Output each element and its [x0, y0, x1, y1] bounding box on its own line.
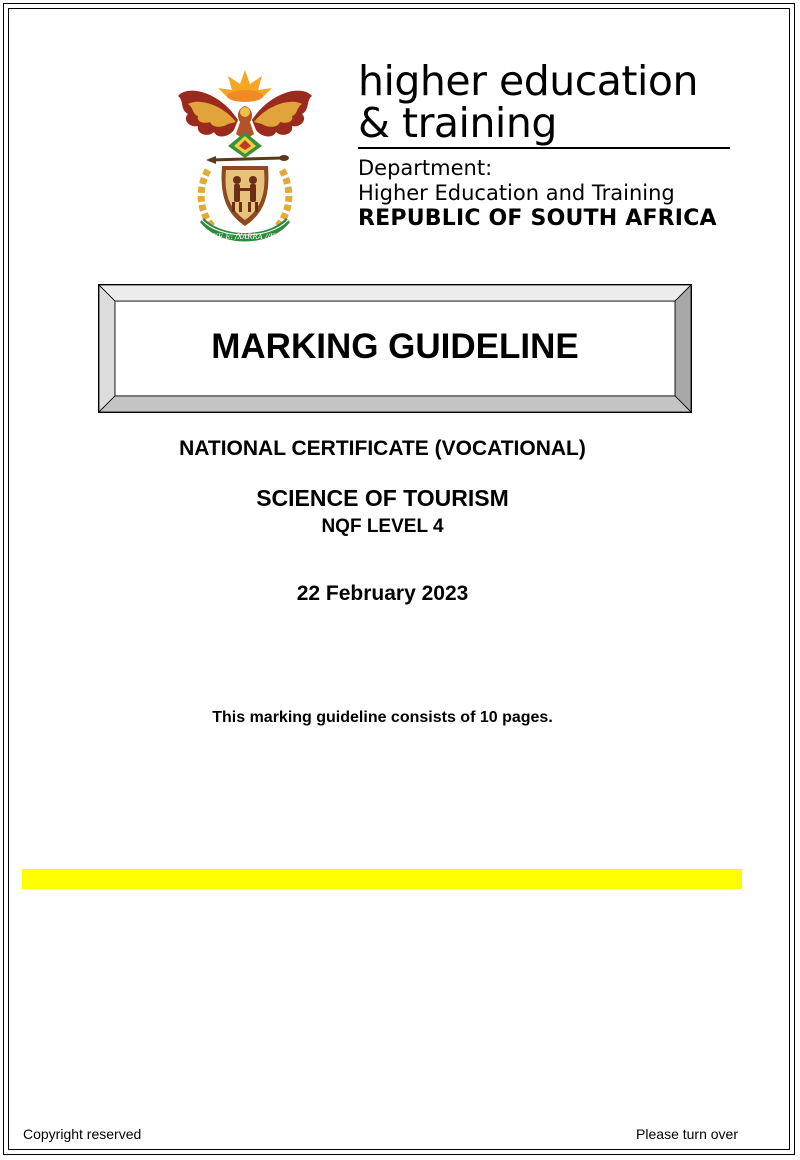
department-name: Higher Education and Training — [358, 181, 675, 205]
department-block — [358, 156, 758, 231]
highlight-bar — [22, 869, 742, 889]
footer-copyright: Copyright reserved — [23, 1126, 142, 1142]
brand-wordmark — [358, 57, 738, 147]
nqf-level: NQF LEVEL 4 — [321, 516, 444, 537]
exam-date: 22 February 2023 — [296, 582, 469, 605]
brand-line-1: higher education — [358, 57, 698, 105]
subject-name: SCIENCE OF TOURISM — [256, 485, 509, 511]
country-name: REPUBLIC OF SOUTH AFRICA — [358, 206, 717, 231]
page-count-note: This marking guideline consists of 10 pages. — [212, 709, 553, 726]
brand-line-2: & training — [358, 99, 557, 147]
certificate-name: NATIONAL CERTIFICATE (VOCATIONAL) — [179, 437, 586, 460]
brand-divider — [358, 147, 730, 149]
sun-icon — [218, 70, 272, 102]
title-box — [98, 284, 692, 413]
footer-turn-over: Please turn over — [636, 1126, 738, 1142]
svg-text:!KE E: /XARRA //KE: !KE E: /XARRA //KE — [209, 233, 281, 241]
coat-of-arms-logo — [170, 62, 320, 250]
document-title: MARKING GUIDELINE — [211, 326, 579, 366]
department-label: Department: — [358, 156, 493, 180]
